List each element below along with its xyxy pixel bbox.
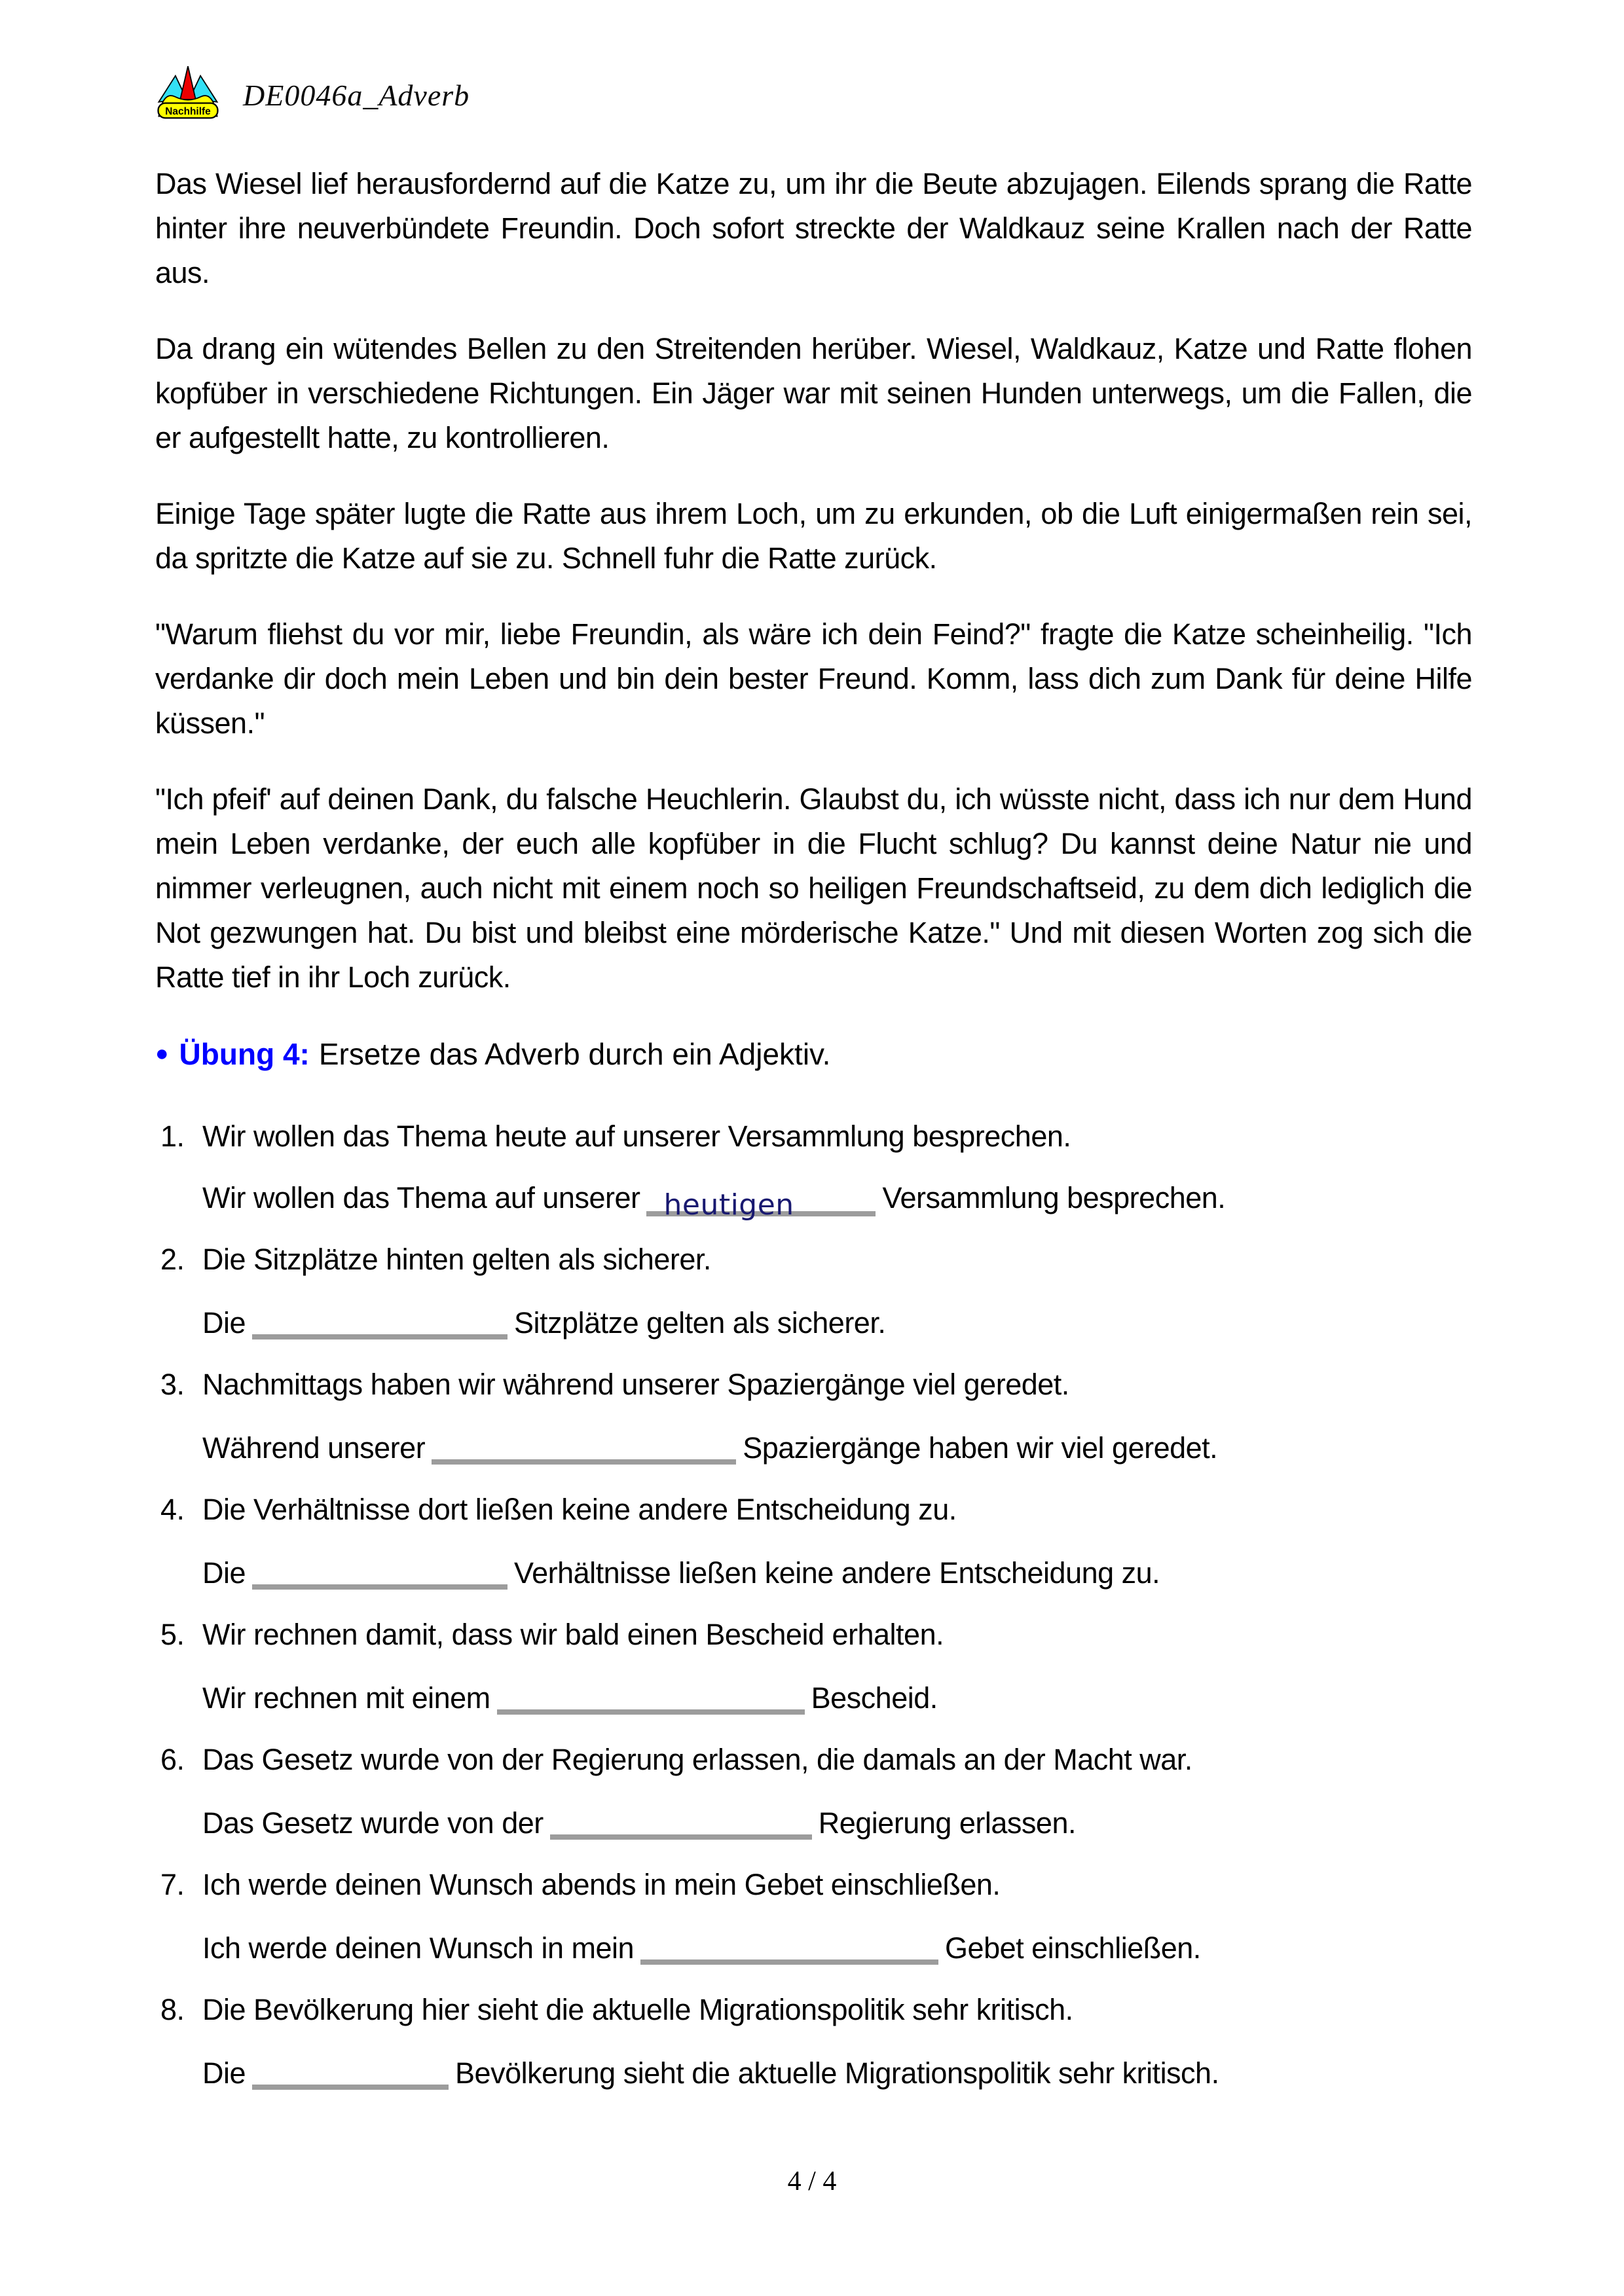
item-number: 4. [160,1493,185,1526]
story-paragraph: Da drang ein wütendes Bellen zu den Streitenden herüber. Wiesel, Waldkauz, Katze und Ratte flohen kopfüber in verschiedene Richtungen. Ein Jäger war mit seinen Hunden unterwegs, um die Fallen, die er aufgestellt hatte, zu kontrollieren. [155,332,1472,454]
item-question: Wir rechnen damit, dass wir bald einen Bescheid erhalten. [202,1618,944,1651]
page-header [155,62,1472,128]
exercise-item-8 [160,1988,1472,2096]
fill-in-blank [550,1806,812,1840]
item-number: 8. [160,1993,185,2026]
exercise-label: Übung 4: [179,1037,310,1071]
exercise-item-3 [160,1362,1472,1470]
item-answer-line: Während unserer Spaziergänge haben wir viel geredet. [202,1431,1218,1465]
item-number: 6. [160,1743,185,1776]
item-number: 2. [160,1243,185,1276]
item-question: Die Sitzplätze hinten gelten als sicherer. [202,1243,711,1276]
item-question: Nachmittags haben wir während unserer Spaziergänge viel geredet. [202,1368,1069,1401]
item-number: 5. [160,1618,185,1651]
item-question: Das Gesetz wurde von der Regierung erlassen, die damals an der Macht war. [202,1743,1192,1776]
page-number: 4 / 4 [787,2166,837,2196]
handwritten-answer: heutigen [663,1188,794,1222]
fill-in-blank [432,1430,736,1465]
item-answer-line: Wir rechnen mit einem Bescheid. [202,1681,938,1715]
item-question: Wir wollen das Thema heute auf unserer Versammlung besprechen. [202,1120,1071,1153]
fill-in-blank [640,1931,938,1965]
fill-in-blank [497,1681,805,1715]
story-paragraph: "Warum fliehst du vor mir, liebe Freundin, als wäre ich dein Feind?" fragte die Katze scheinheilig. "Ich verdanke dir doch mein Leben und bin dein bester Freund. Komm, lass dich zum Dank für deine Hilfe küssen." [155,617,1472,740]
item-question: Die Bevölkerung hier sieht die aktuelle Migrationspolitik sehr kritisch. [202,1993,1073,2026]
item-question: Ich werde deinen Wunsch abends in mein Gebet einschließen. [202,1868,1001,1901]
svg-text:Nachhilfe: Nachhilfe [165,105,211,117]
item-answer-line: Die Verhältnisse ließen keine andere Entscheidung zu. [202,1556,1160,1590]
exercise-item-2 [160,1237,1472,1345]
story-paragraph: Einige Tage später lugte die Ratte aus ihrem Loch, um zu erkunden, ob die Luft einigermaßen rein sei, da spritzte die Katze auf sie zu. Schnell fuhr die Ratte zurück. [155,497,1472,575]
item-number: 3. [160,1368,185,1401]
exercise-item-5 [160,1613,1472,1721]
item-question: Die Verhältnisse dort ließen keine andere Entscheidung zu. [202,1493,957,1526]
item-answer-line: Die Sitzplätze gelten als sicherer. [202,1306,886,1339]
item-number: 7. [160,1868,185,1901]
item-answer-line: Das Gesetz wurde von der Regierung erlassen. [202,1806,1076,1840]
exercise-heading [155,1031,1472,1076]
fill-in-blank [646,1182,876,1222]
exercise-item-1 [160,1114,1472,1220]
bullet-icon: ● [155,1041,169,1066]
fill-in-blank [252,1556,507,1590]
exercise-item-6 [160,1738,1472,1846]
fill-in-blank [252,1305,507,1339]
exercise-item-4 [160,1487,1472,1595]
nachhilfe-logo-icon [155,63,221,128]
story-paragraph: "Ich pfeif' auf deinen Dank, du falsche Heuchlerin. Glaubst du, ich wüsste nicht, dass ich nur dem Hund mein Leben verdanke, der euch alle kopfüber in die Flucht schlug? Du kannst deine Natur nie und nimmer verleugnen, auch nicht mit einem noch so heiligen Freundschaftseid, zu dem dich lediglich die Not gezwungen hat. Du bist und bleibst eine mörderische Katze." Und mit diesen Worten zog sich die Ratte tief in ihr Loch zurück. [155,782,1472,994]
fill-in-blank [252,2056,449,2090]
exercise-item-7 [160,1863,1472,1971]
item-answer-line: Die Bevölkerung sieht die aktuelle Migrationspolitik sehr kritisch. [202,2056,1219,2090]
exercise-items [155,1114,1472,2096]
exercise-instruction: Ersetze das Adverb durch ein Adjektiv. [318,1037,831,1071]
item-number: 1. [160,1120,185,1153]
document-title: DE0046a_Adverb [243,78,470,112]
item-answer-line: Ich werde deinen Wunsch in mein Gebet einschließen. [202,1931,1201,1965]
item-answer-line: Wir wollen das Thema auf unserer heutigen Versammlung besprechen. [202,1181,1226,1222]
story-text [155,162,1472,1000]
story-paragraph: Das Wiesel lief herausfordernd auf die Katze zu, um ihr die Beute abzujagen. Eilends sprang die Ratte hinter ihre neuverbündete Freundin. Doch sofort streckte der Waldkauz seine Krallen nach der Ratte aus. [155,167,1472,289]
